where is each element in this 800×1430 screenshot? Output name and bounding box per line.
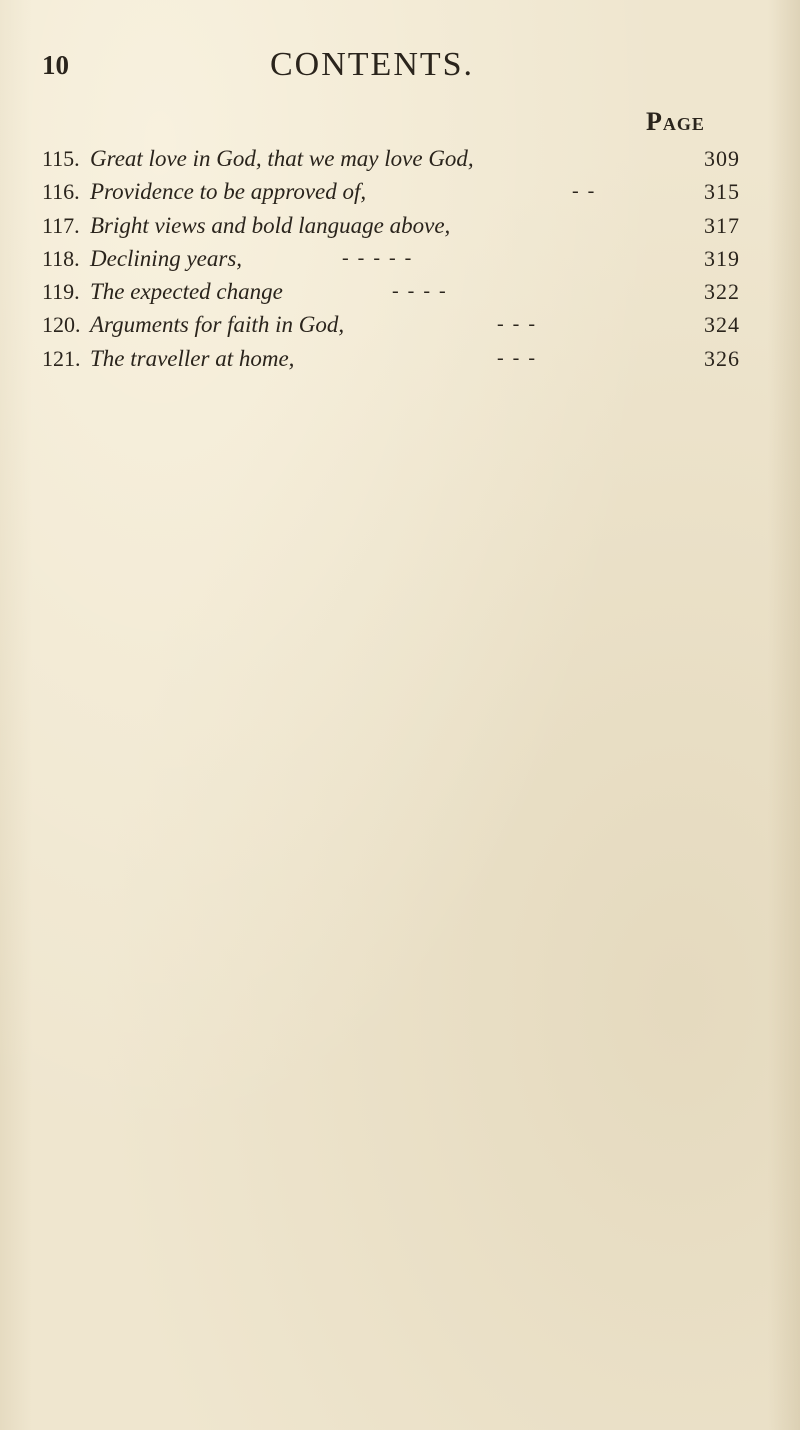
entry-title: Declining years, xyxy=(90,245,243,271)
entry-title: The expected change xyxy=(90,279,283,305)
toc-entry xyxy=(42,308,752,341)
toc-entry xyxy=(42,209,752,242)
toc-entry xyxy=(42,242,752,275)
entry-title: Great love in God, that we may love God, xyxy=(90,146,474,171)
running-head xyxy=(30,44,770,84)
entry-page-number: 324 xyxy=(704,312,740,338)
entry-page-number: 315 xyxy=(704,179,740,205)
entry-number: 116. xyxy=(42,179,80,205)
table-of-contents xyxy=(42,142,752,375)
page-number: 10 xyxy=(42,50,69,80)
entry-page-number: 322 xyxy=(704,279,740,305)
entry-page-number: 317 xyxy=(704,212,740,238)
entry-leader: - - - - - xyxy=(342,246,414,269)
entry-page-number: 319 xyxy=(704,245,740,271)
page-column-label: Page xyxy=(646,107,705,136)
entry-page-number: 326 xyxy=(704,345,740,371)
entry-leader: - - - xyxy=(497,313,537,336)
entry-leader: - - xyxy=(572,180,597,203)
entry-title: Bright views and bold language above, xyxy=(90,212,451,238)
entry-page-number: 309 xyxy=(704,146,740,171)
toc-entry xyxy=(42,175,752,208)
entry-number: 120. xyxy=(42,312,81,338)
entry-number: 118. xyxy=(42,245,80,271)
entry-leader: - - - xyxy=(497,346,537,369)
entry-number: 119. xyxy=(42,279,80,305)
toc-entry xyxy=(42,342,752,375)
entry-number: 117. xyxy=(42,212,80,238)
toc-entry xyxy=(42,142,752,175)
entry-title: Providence to be approved of, xyxy=(90,179,367,205)
entry-number: 121. xyxy=(42,345,81,371)
entry-title: Arguments for faith in God, xyxy=(90,312,345,338)
entry-number: 115. xyxy=(42,146,80,171)
section-title: CONTENTS. xyxy=(270,46,475,83)
toc-entry xyxy=(42,275,752,308)
entry-title: The traveller at home, xyxy=(90,345,295,371)
entry-leader: - - - - xyxy=(392,280,448,303)
